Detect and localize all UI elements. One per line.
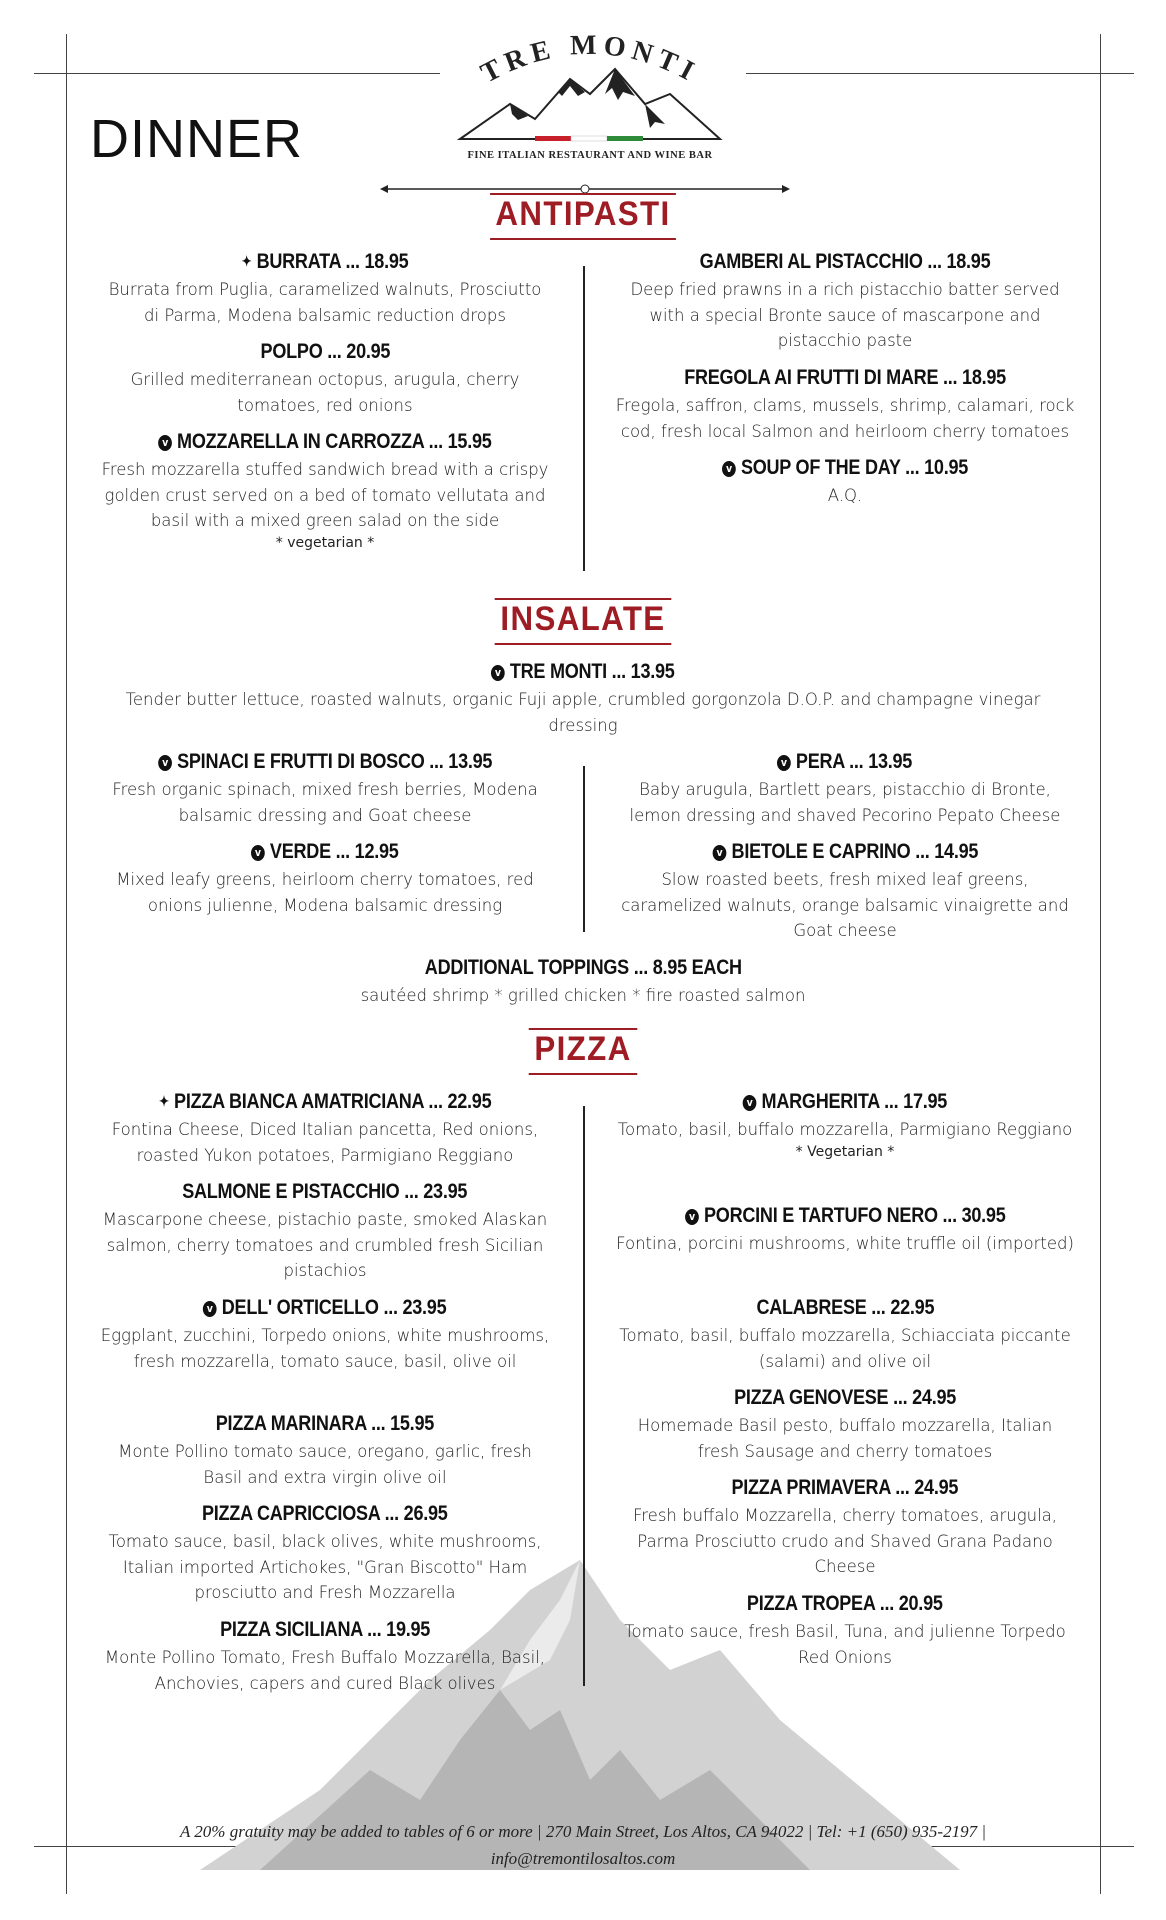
menu-item-genovese bbox=[615, 1386, 1075, 1464]
item-name: MARGHERITA ... 17.95 bbox=[761, 1090, 948, 1113]
item-note: * Vegetarian * bbox=[795, 1143, 895, 1160]
item-description: Mixed leafy greens, heirloom cherry tomatoes, red onions julienne, Modena balsamic dressing bbox=[116, 870, 534, 915]
item-description: Tomato sauce, basil, black olives, white mushrooms, Italian imported Artichokes, "Gran Biscotto" Ham prosciutto and Fresh Mozzarella bbox=[108, 1532, 542, 1602]
item-name: PIZZA BIANCA AMATRICIANA ... 22.95 bbox=[173, 1090, 492, 1113]
menu-item-pizza-bianca bbox=[100, 1090, 550, 1168]
item-name: ADDITIONAL TOPPINGS ... 8.95 EACH bbox=[424, 956, 742, 979]
item-description: Fresh buffalo Mozzarella, cherry tomatoes, arugula, Parma Prosciutto crudo and Shaved Grana Padano Cheese bbox=[632, 1506, 1058, 1576]
menu-item-additional-toppings bbox=[100, 956, 1066, 1009]
item-name: SALMONE E PISTACCHIO ... 23.95 bbox=[182, 1180, 468, 1203]
item-name: SPINACI E FRUTTI DI BOSCO ... 13.95 bbox=[176, 750, 493, 773]
menu-item-primavera bbox=[615, 1476, 1075, 1580]
frame-top-right-rule bbox=[746, 73, 1134, 74]
item-name: PIZZA CAPRICCIOSA ... 26.95 bbox=[202, 1502, 448, 1525]
footer-info-line: A 20% gratuity may be added to tables of 6 or more | 270 Main Street, Los Altos, CA 94022 | Tel: +1 (650) 935-2197 | bbox=[179, 1822, 987, 1841]
menu-item-porcini bbox=[615, 1204, 1075, 1257]
menu-item-calabrese bbox=[615, 1296, 1075, 1374]
item-name: PIZZA MARINARA ... 15.95 bbox=[215, 1412, 435, 1435]
menu-item-mozzarella-in-carrozza bbox=[100, 430, 550, 552]
menu-item-polpo bbox=[100, 340, 550, 418]
item-name: CALABRESE ... 22.95 bbox=[756, 1296, 934, 1319]
item-name: MOZZARELLA IN CARROZZA ... 15.95 bbox=[177, 430, 492, 453]
menu-item-salmone bbox=[100, 1180, 550, 1284]
star-icon: ✦ bbox=[241, 253, 252, 269]
item-description: Grilled mediterranean octopus, arugula, cherry tomatoes, red onions bbox=[130, 370, 520, 415]
item-name: PIZZA SICILIANA ... 19.95 bbox=[219, 1618, 430, 1641]
item-description: Burrata from Puglia, caramelized walnuts, Prosciutto di Parma, Modena balsamic reduction drops bbox=[108, 280, 542, 325]
item-note: * vegetarian * bbox=[275, 534, 375, 551]
item-description: Homemade Basil pesto, buffalo mozzarella, Italian fresh Sausage and cherry tomatoes bbox=[637, 1416, 1053, 1461]
vegetarian-icon: v bbox=[743, 1095, 757, 1111]
item-description: Slow roasted beets, fresh mixed leaf greens, caramelized walnuts, orange balsamic vinaigrette and Goat cheese bbox=[621, 870, 1069, 940]
item-description: Tomato sauce, fresh Basil, Tuna, and julienne Torpedo Red Onions bbox=[624, 1622, 1066, 1667]
item-description: Monte Pollino tomato sauce, oregano, garlic, fresh Basil and extra virgin olive oil bbox=[118, 1442, 532, 1487]
item-description: Eggplant, zucchini, Torpedo onions, white mushrooms, fresh mozzarella, tomato sauce, basil, olive oil bbox=[100, 1326, 550, 1371]
frame-left-border bbox=[66, 34, 67, 1894]
menu-item-capricciosa bbox=[100, 1502, 550, 1606]
item-name: SOUP OF THE DAY ... 10.95 bbox=[740, 456, 969, 479]
item-name: BIETOLE E CAPRINO ... 14.95 bbox=[731, 840, 978, 863]
section-title-pizza-text: PIZZA bbox=[529, 1028, 637, 1075]
vegetarian-icon: v bbox=[158, 435, 172, 451]
menu-item-gamberi bbox=[615, 250, 1075, 354]
item-description: sautéed shrimp * grilled chicken * fire roasted salmon bbox=[360, 986, 806, 1005]
item-name: GAMBERI AL PISTACCHIO ... 18.95 bbox=[699, 250, 991, 273]
vegetarian-icon: v bbox=[491, 665, 505, 681]
menu-item-soup-of-the-day bbox=[615, 456, 1075, 509]
menu-item-tropea bbox=[615, 1592, 1075, 1670]
menu-item-tre-monti-salad bbox=[100, 660, 1066, 738]
item-description: Deep fried prawns in a rich pistacchio batter served with a special Bronte sauce of mascarpone and pistacchio paste bbox=[630, 280, 1060, 350]
section-title-insalate-text: INSALATE bbox=[495, 598, 671, 645]
menu-item-pera bbox=[615, 750, 1075, 828]
vegetarian-icon: v bbox=[722, 461, 736, 477]
menu-item-fregola bbox=[615, 366, 1075, 444]
logo-tagline: FINE ITALIAN RESTAURANT AND WINE BAR bbox=[467, 150, 713, 161]
item-description: Fresh mozzarella stuffed sandwich bread with a crispy golden crust served on a bed of tomato vellutata and basil with a mixed green salad on the side bbox=[101, 460, 549, 530]
vegetarian-icon: v bbox=[777, 755, 791, 771]
item-name: BURRATA ... 18.95 bbox=[256, 250, 409, 273]
item-name: PORCINI E TARTUFO NERO ... 30.95 bbox=[703, 1204, 1006, 1227]
item-description: Tender butter lettuce, roasted walnuts, organic Fuji apple, crumbled gorgonzola D.O.P. and champagne vinegar dressing bbox=[125, 690, 1041, 735]
vegetarian-icon: v bbox=[251, 845, 265, 861]
item-name: DELL' ORTICELLO ... 23.95 bbox=[222, 1296, 447, 1319]
page-title: DINNER bbox=[90, 109, 304, 169]
item-name: TRE MONTI ... 13.95 bbox=[510, 660, 675, 683]
star-icon: ✦ bbox=[158, 1093, 169, 1109]
item-name: POLPO ... 20.95 bbox=[260, 340, 390, 363]
item-name: PIZZA GENOVESE ... 24.95 bbox=[734, 1386, 956, 1409]
item-description: Fontina Cheese, Diced Italian pancetta, Red onions, roasted Yukon potatoes, Parmigiano Reggiano bbox=[111, 1120, 539, 1165]
column-divider-antipasti bbox=[583, 266, 585, 571]
item-name: PERA ... 13.95 bbox=[796, 750, 913, 773]
menu-item-orticello bbox=[100, 1296, 550, 1374]
section-title-insalate bbox=[47, 598, 1120, 645]
item-description: Fregola, saffron, clams, mussels, shrimp, calamari, rock cod, fresh local Salmon and heirloom cherry tomatoes bbox=[615, 396, 1075, 441]
menu-item-siciliana bbox=[100, 1618, 550, 1696]
frame-top-left-rule bbox=[34, 73, 440, 74]
vegetarian-icon: v bbox=[158, 755, 172, 771]
item-description: Baby arugula, Bartlett pears, pistacchio di Bronte, lemon dressing and shaved Pecorino Pepato Cheese bbox=[629, 780, 1061, 825]
item-description: Fontina, porcini mushrooms, white truffle oil (imported) bbox=[616, 1234, 1074, 1253]
section-title-antipasti-text: ANTIPASTI bbox=[490, 193, 676, 240]
item-description: Monte Pollino Tomato, Fresh Buffalo Mozzarella, Basil, Anchovies, capers and cured Black olives bbox=[104, 1648, 546, 1693]
item-description: Fresh organic spinach, mixed fresh berries, Modena balsamic dressing and Goat cheese bbox=[112, 780, 538, 825]
vegetarian-icon: v bbox=[685, 1209, 699, 1225]
section-title-antipasti bbox=[47, 193, 1120, 240]
footer-email[interactable]: info@tremontilosaltos.com bbox=[490, 1849, 676, 1868]
vegetarian-icon: v bbox=[203, 1301, 217, 1317]
item-description: Tomato, basil, buffalo mozzarella, Schiacciata piccante (salami) and olive oil bbox=[619, 1326, 1071, 1371]
frame-right-border bbox=[1100, 34, 1101, 1894]
column-divider-pizza bbox=[583, 1106, 585, 1686]
menu-item-bietole bbox=[615, 840, 1075, 944]
item-name: FREGOLA AI FRUTTI DI MARE ... 18.95 bbox=[684, 366, 1006, 389]
column-divider-insalate bbox=[583, 766, 585, 932]
item-name: PIZZA TROPEA ... 20.95 bbox=[747, 1592, 943, 1615]
menu-item-verde bbox=[100, 840, 550, 918]
item-description: Tomato, basil, buffalo mozzarella, Parmigiano Reggiano bbox=[617, 1120, 1073, 1139]
menu-item-spinaci bbox=[100, 750, 550, 828]
section-title-pizza bbox=[47, 1028, 1120, 1075]
menu-item-marinara bbox=[100, 1412, 550, 1490]
logo-name-text: TRE MONTI bbox=[475, 29, 705, 90]
vegetarian-icon: v bbox=[712, 845, 726, 861]
menu-item-burrata bbox=[100, 250, 550, 328]
item-name: VERDE ... 12.95 bbox=[270, 840, 399, 863]
item-description: Mascarpone cheese, pistachio paste, smoked Alaskan salmon, cherry tomatoes and crumbled fresh Sicilian pistachios bbox=[102, 1210, 548, 1280]
item-description: A.Q. bbox=[827, 486, 863, 505]
item-name: PIZZA PRIMAVERA ... 24.95 bbox=[731, 1476, 959, 1499]
svg-text:TRE MONTI bbox=[476, 30, 704, 90]
menu-item-margherita bbox=[615, 1090, 1075, 1161]
